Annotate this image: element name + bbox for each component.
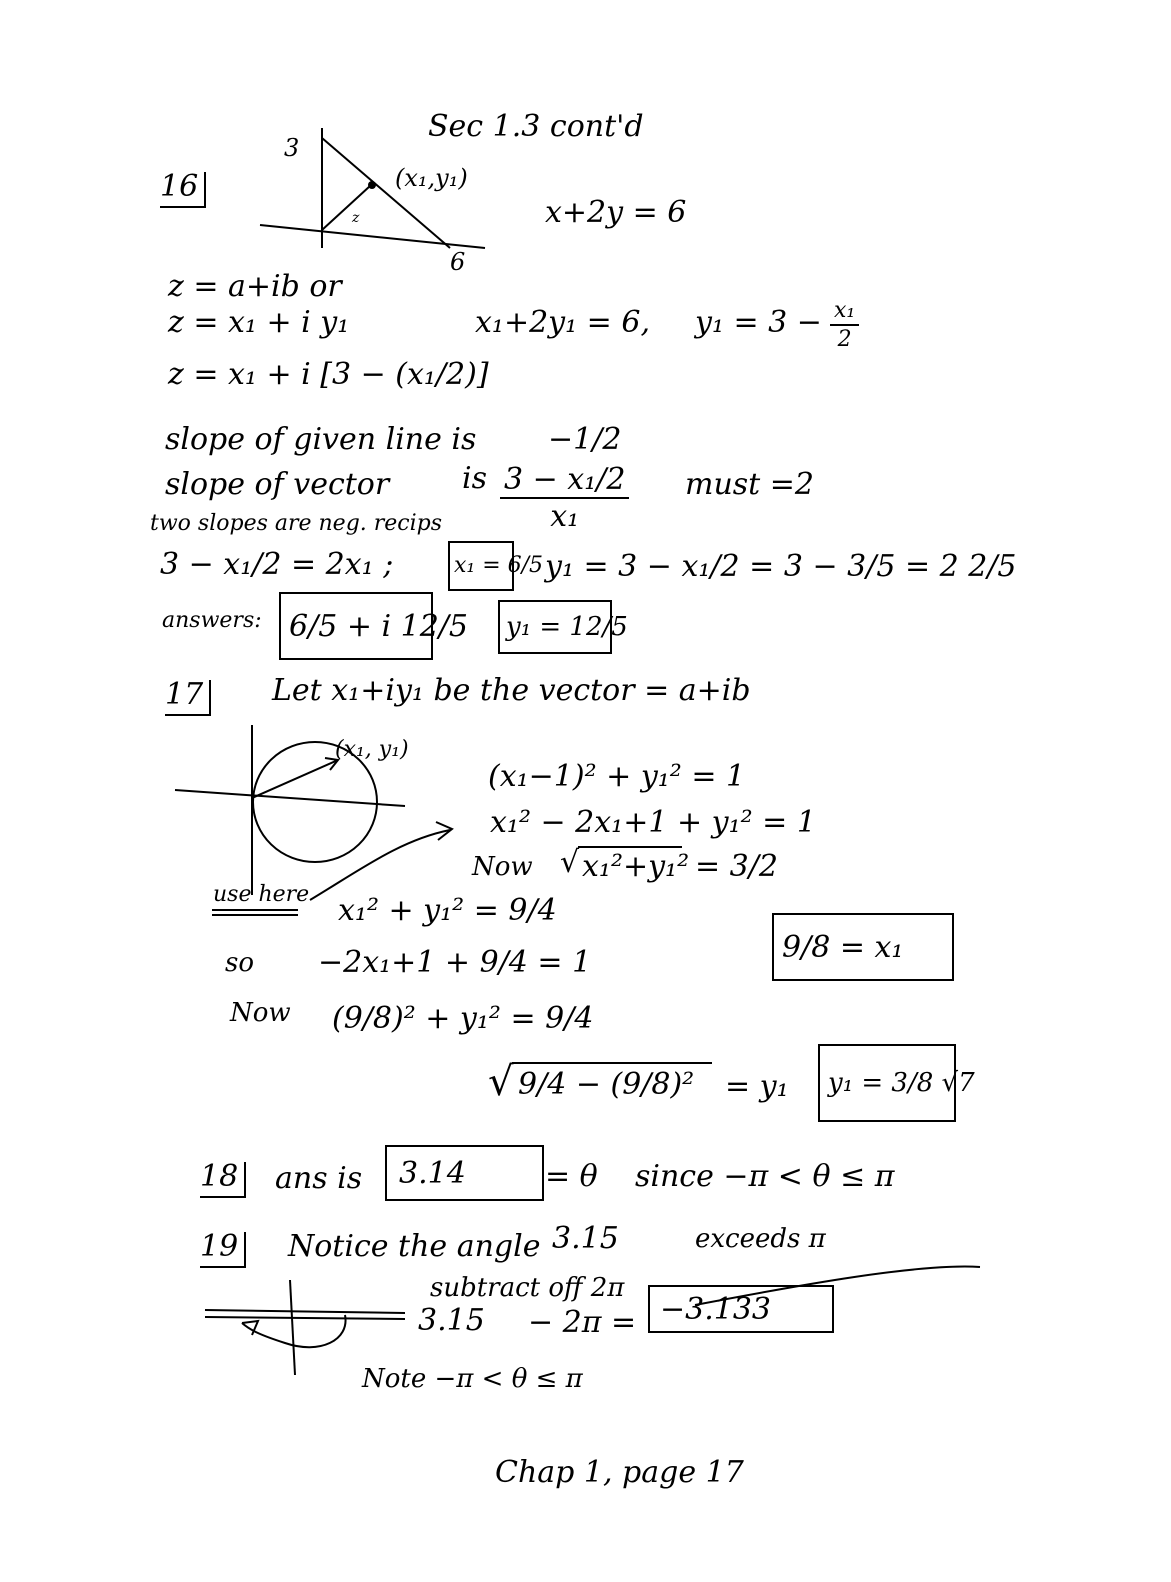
p16-line-2c: y₁ = 3 − xyxy=(695,305,822,340)
y-axis xyxy=(290,1280,295,1375)
p19-answer-box: −3.133 xyxy=(648,1285,834,1333)
p17-equation-2: x₁² − 2x₁+1 + y₁² = 1 xyxy=(490,805,816,840)
problem-18-number: 18 xyxy=(200,1162,246,1198)
p16-line-3: z = x₁ + i [3 − (x₁/2)] xyxy=(168,357,489,392)
constraint-line xyxy=(322,138,450,248)
p17-equation-6: (9/8)² + y₁² = 9/4 xyxy=(332,1001,594,1036)
line-equation: x+2y = 6 xyxy=(545,195,687,230)
point-marker xyxy=(368,181,376,189)
problem-19-number: 19 xyxy=(200,1232,246,1268)
x-axis xyxy=(260,225,485,248)
problem-16-number: 16 xyxy=(160,172,206,208)
p16-x1-answer-box: x₁ = 6/5 xyxy=(448,541,514,591)
p16-line-5b: is xyxy=(462,461,487,496)
p17-y1-answer-box: y₁ = 3/8 √7 xyxy=(818,1044,956,1122)
p16-line-6: two slopes are neg. recips xyxy=(150,511,443,536)
vector-label: z xyxy=(352,210,360,226)
p16-line-4a: slope of given line is xyxy=(165,422,477,457)
p16-line-4b: −1/2 xyxy=(548,422,622,457)
p17-equation-7a: 9/4 − (9/8)² xyxy=(518,1067,695,1102)
vector-z xyxy=(322,186,370,230)
p17-x1-answer-box: 9/8 = x₁ xyxy=(772,913,954,981)
p17-radical-bar-2 xyxy=(512,1062,712,1064)
p17-intro: Let x₁+iy₁ be the vector = a+ib xyxy=(272,673,751,708)
p17-equation-5: −2x₁+1 + 9/4 = 1 xyxy=(318,945,592,980)
point-label: (x₁, y₁) xyxy=(335,737,409,762)
problem-17-number: 17 xyxy=(165,680,211,716)
point-label: (x₁,y₁) xyxy=(395,164,468,192)
p17-equation-3a: Now xyxy=(472,852,533,882)
p17-radical-bar xyxy=(578,846,682,848)
p17-so: so xyxy=(225,948,254,978)
use-here-note: use here xyxy=(213,882,310,907)
x-axis-2 xyxy=(205,1317,405,1319)
page-title: Sec 1.3 cont'd xyxy=(428,109,644,144)
x-axis xyxy=(175,790,405,806)
p18-text-c: since −π < θ ≤ π xyxy=(635,1159,895,1194)
problem-16-diagram xyxy=(250,120,510,280)
p16-line-7a: 3 − x₁/2 = 2x₁ ; xyxy=(160,547,394,582)
x-intercept-label: 6 xyxy=(450,248,466,276)
p19-text-f: − 2π = xyxy=(528,1305,637,1340)
p19-note: Note −π < θ ≤ π xyxy=(362,1364,583,1394)
y-intercept-label: 3 xyxy=(284,134,300,162)
p16-answer-z-box: 6/5 + i 12/5 xyxy=(279,592,433,660)
arrow-curve xyxy=(310,830,450,900)
p16-line-2: z = x₁ + i y₁ xyxy=(168,305,350,340)
p17-radical-sign: √ xyxy=(560,845,580,880)
answers-label: answers: xyxy=(162,608,262,633)
p16-line-7b: y₁ = 3 − x₁/2 = 3 − 3/5 = 2 2/5 xyxy=(545,549,1017,584)
p19-text-c: exceeds π xyxy=(695,1224,826,1254)
p16-answer-y-box: y₁ = 12/5 xyxy=(498,600,612,654)
p16-fraction-x1-over-2: $\frac{\text{x₁}}{2}$ xyxy=(830,300,859,351)
p17-equation-7b: = y₁ xyxy=(725,1069,789,1104)
p17-equation-1: (x₁−1)² + y₁² = 1 xyxy=(488,759,746,794)
p19-text-d: subtract off 2π xyxy=(430,1273,625,1303)
p17-radical-sign-2: √ xyxy=(488,1059,514,1105)
page-footer: Chap 1, page 17 xyxy=(495,1455,744,1490)
p17-equation-4: x₁² + y₁² = 9/4 xyxy=(338,893,557,928)
p19-text-b: 3.15 xyxy=(552,1221,619,1256)
p16-line-5c: must =2 xyxy=(685,467,814,502)
p17-now: Now xyxy=(230,998,291,1028)
p18-answer-box: 3.14 xyxy=(385,1145,544,1201)
x-axis xyxy=(205,1310,405,1313)
p16-line-1: z = a+ib or xyxy=(168,269,342,304)
p18-text-a: ans is xyxy=(275,1161,363,1196)
p16-line-5a: slope of vector xyxy=(165,467,390,502)
p16-vector-slope-fraction: $\frac{\text{3 − x₁/2}}{\text{x₁}}$ xyxy=(500,465,629,532)
p19-text-a: Notice the angle xyxy=(288,1229,541,1264)
p19-text-e: 3.15 xyxy=(418,1303,485,1338)
p18-text-b: = θ xyxy=(545,1159,598,1194)
p17-equation-3b: x₁²+y₁² xyxy=(582,849,690,884)
p16-line-2b: x₁+2y₁ = 6, xyxy=(475,305,650,340)
p17-equation-3c: = 3/2 xyxy=(695,849,778,884)
